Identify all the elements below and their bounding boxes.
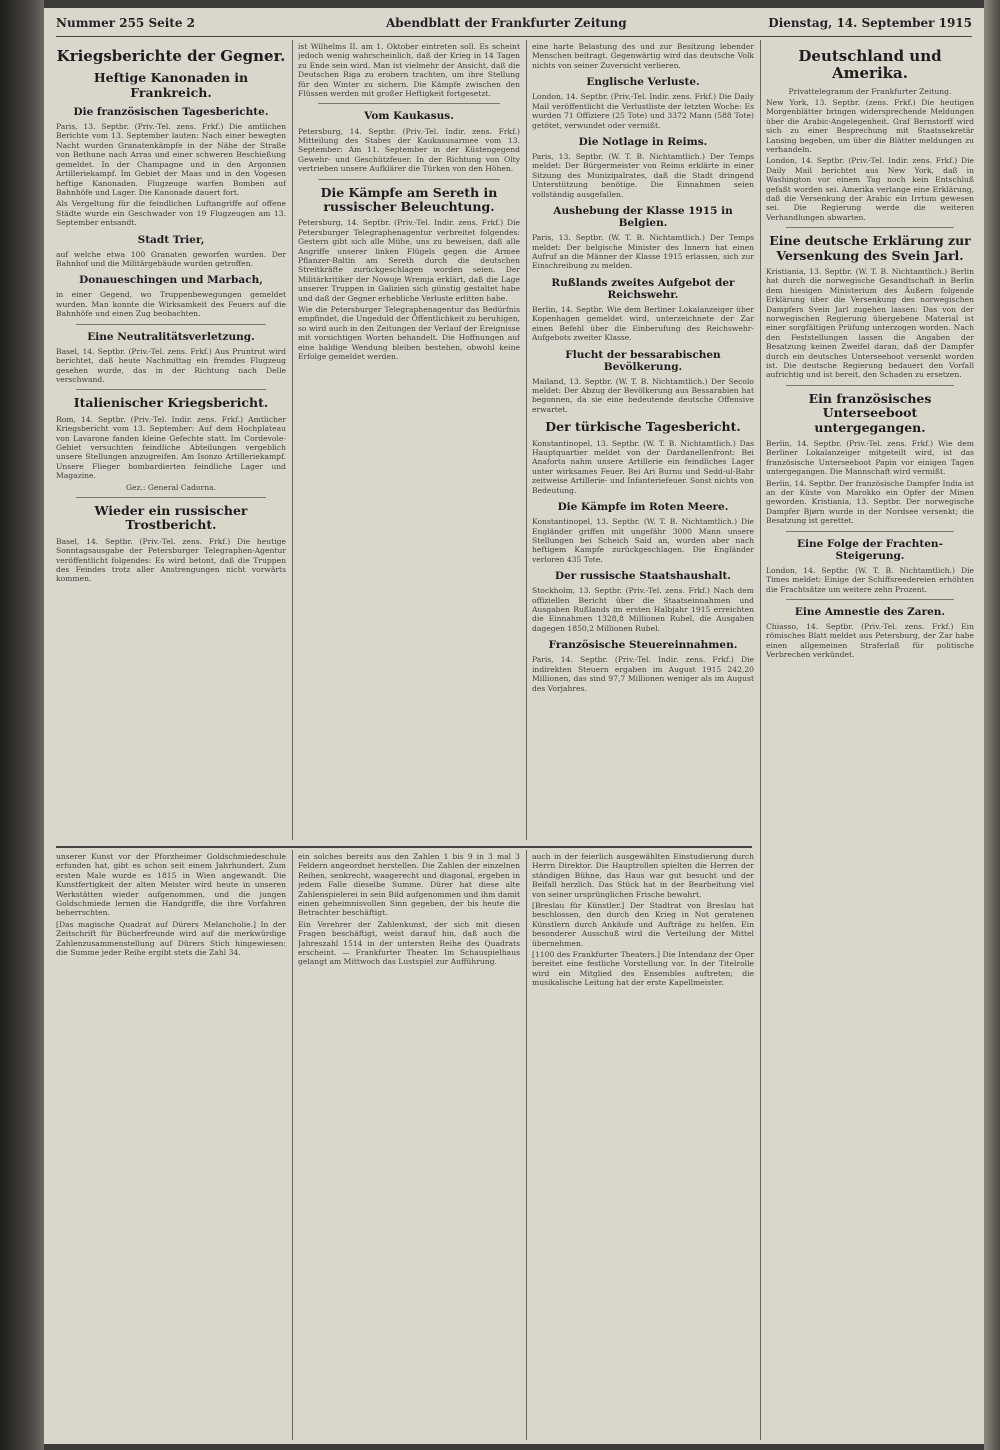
col1-sub-a: Stadt Trier, bbox=[137, 233, 205, 246]
column-divider bbox=[292, 40, 293, 840]
book-binding bbox=[0, 0, 44, 1450]
col1-section-3: Italienischer Kriegsbericht. bbox=[73, 395, 269, 411]
feuilleton-text: [Das magische Quadrat auf Dürers Melancholie.] In der Zeitschrift für Bücherfreunde wird auf die merkwürdige Zahlenzusammenstellung auf Dürers Stich hingewiesen: die Summe jeder Reihe ergibt stets die Zahl 34. bbox=[56, 919, 286, 958]
col1-section-4: Wieder ein russischer Trostbericht. bbox=[94, 503, 248, 533]
article-text: ist Wilhelms II. am 1. Oktober eintreten soll. Es scheint jedoch wenig wahrscheinlich, daß der Krieg in 14 Tagen zu Ende sein wird. Man ist vielmehr der Ansicht, daß die Deutschen Riga zu erobern trachten, um ihre Stellung für den Winter zu sichern. Die Kämpfe zwischen den Flüssen werden mit großer Heftigkeit fortgesetzt. bbox=[298, 42, 520, 99]
article-text: eine harte Belastung des und zur Besitzung lebender Menschen beitragt. Gegenwärtig wird das deutsche Volk nichts von seiner Zuversicht verlieren. bbox=[532, 42, 754, 70]
article-text: Paris, 13. Septbr. (W. T. B. Nichtamtlich.) Der Temps meldet: Der belgische Minister des Innern hat einen Aufruf an die Männer der Klasse 1915 erlassen, sich zur Einschreibung zu melden. bbox=[532, 233, 754, 271]
article-text: London, 14. Septbr. (Priv.-Tel. Indir. zens. Frkf.) Die Daily Mail veröffentlicht die Verlustliste der letzten Woche: Es wurden 71 Offiziere (25 Tote) und 3372 Mann (588 Tote) getötet, verwundet oder vermißt. bbox=[532, 92, 754, 130]
article-text: Berlin, 14. Septbr. (Priv.-Tel. zens. Frkf.) Wie dem Berliner Lokalanzeiger mitgeteilt wird, ist das französische Unterseeboot Papin vor einigen Tagen untergegangen. Die Mannschaft wird vermißt. bbox=[766, 438, 974, 477]
divider bbox=[786, 227, 954, 228]
col3-section-6: Der türkische Tagesbericht. bbox=[545, 419, 741, 435]
article-text: Wie die Petersburger Telegraphenagentur das Bedürfnis empfindet, die Ungeduld der Öffentlichkeit zu beruhigen, so wird auch in den Zeitungen der Verlauf der Ereignisse mit vorsichtigen Worten behandelt. Die Hoffnungen auf eine baldige Wendung bleiben bestehen, obwohl keine Erfolge gemeldet werden. bbox=[298, 304, 520, 361]
article-text: Stockholm, 13. Septbr. (Priv.-Tel. zens. Frkf.) Nach dem offiziellen Bericht über die Staatseinnahmen und Ausgaben Rußlands im ersten Halbjahr 1915 erreichten die Einnahmen 1328,8 Millionen Rubel, die Ausgaben dagegen 1850,2 Millionen Rubel. bbox=[532, 586, 754, 633]
column-divider bbox=[526, 850, 527, 1440]
article-text: in einer Gegend, wo Truppenbewegungen gemeldet wurden. Man konnte die Wirksamkeit des Feuers auf die Bahnhöfe und einen Zug beobachten. bbox=[56, 290, 286, 319]
divider bbox=[786, 599, 954, 600]
col1-section-2: Eine Neutralitätsverletzung. bbox=[87, 330, 255, 343]
article-text: Als Vergeltung für die feindlichen Luftangriffe auf offene Städte wurde ein Geschwader von 19 Flugzeugen am 13. September entsandt. bbox=[56, 199, 286, 228]
article-text: Chiasso, 14. Septbr. (Priv.-Tel. zens. Frkf.) Ein römisches Blatt meldet aus Petersburg, der Zar habe einen allgemeinen Straferlaß für politische Verbrechen verkündet. bbox=[766, 622, 974, 660]
article-text: Paris, 13. Septbr. (W. T. B. Nichtamtlich.) Der Temps meldet: Der Bürgermeister von Reims erklärte in einer Sitzung des Munizipalrates, daß die Stadt dringend Unterstützung benötige. Die Einnahmen seien vollständig ausgefallen. bbox=[532, 151, 754, 199]
article-text: London, 14. Septbr. (W. T. B. Nichtamtlich.) Die Times meldet: Einige der Schiffsreedereien erhöhten die Frachtsätze um weitere zehn Prozent. bbox=[766, 565, 974, 594]
feuilleton-text: [Breslau für Künstler.] Der Stadtrat von Breslau hat beschlossen, den durch den Krieg in Not geratenen Künstlern durch Ankäufe und Aufträge zu helfen. Ein besonderer Ausschuß wird die Verteilung der Mittel übernehmen. bbox=[532, 901, 754, 948]
issue-number: Nummer 255 Seite 2 bbox=[56, 16, 196, 30]
col1-section-1: Die französischen Tagesberichte. bbox=[73, 106, 269, 118]
divider bbox=[786, 531, 954, 532]
col1-title: Kriegsberichte der Gegner. bbox=[56, 47, 286, 65]
newspaper-page bbox=[44, 8, 984, 1444]
column-divider bbox=[760, 40, 761, 1440]
article-text: Paris, 13. Septbr. (Priv.-Tel. zens. Frkf.) Die amtlichen Berichte vom 13. September lauten: Nach einer bewegten Nacht wurden Granatenkämpfe in der Nähe der Straße von Bethune nach Arras und einer schweren Beschießung gemeldet. In der Champagne und in den Argonnen Artilleriekampf. Im Gebiet der Maas und in den Vogesen heftige Kanonaden. Flugzeuge warfen Bomben auf Bahnhöfe und Lager. Die Kanonade dauert fort. bbox=[56, 122, 286, 197]
article-text: Berlin, 14. Septbr. Wie dem Berliner Lokalanzeiger über Kopenhagen gemeldet wird, unterzeichnete der Zar einen Befehl über die Einberufung des Reichswehr-Aufgebots zweiter Klasse. bbox=[532, 304, 754, 343]
article-text: Petersburg, 14. Septbr. (Priv.-Tel. Indir. zens. Frkf.) Die Petersburger Telegraphenagentur verbreitet folgendes: Gestern gibt sich alle Mühe, uns zu beweisen, daß alle Angriffe unserer linken Flügels gegen die Armee Pflanzer-Baltin am Sereth durch die deutschen Streitkräfte zurückgeschlagen worden seien. Der Militärkritiker der Nowoje Wremja erklärt, daß die Lage unserer Truppen in Galizien sich günstig gestaltet habe und daß der Gegner erhebliche Verluste erlitten habe. bbox=[298, 218, 520, 303]
feuilleton-text: unserer Kunst vor der Pforzheimer Goldschmiedeschule erfunden hat, gibt es schon seit einem Jahrhundert. Zum ersten Male wurde es 1815 in Wien angewandt. Die Kunstfertigkeit der alten Meister wird heute in unseren Werkstätten wieder aufgenommen, und die jungen Goldschmiede lernen die Handgriffe, die ihre Vorfahren beherrschten. bbox=[56, 852, 286, 918]
col1-sub-b: Donaueschingen und Marbach, bbox=[79, 274, 263, 287]
article-text: Kristiania, 13. Septbr. (W. T. B. Nichtamtlich.) Berlin hat durch die norwegische Gesandtschaft in Berlin dem hiesigen Ministerium des Äußern folgende Erklärung über die Versenkung des norwegischen Dampfers Svein Jarl zugehen lassen: Das von der norwegischen Regierung übergebene Material ist einer sorgfältigen Prüfung unterzogen worden. Nach den Feststellungen lassen die Angaben der Besatzung keinen Zweifel daran, daß der Dampfer durch ein deutsches Unterseeboot versenkt worden ist. Die deutsche Regierung bedauert den Vorfall aufrichtig und ist bereit, den Schaden zu ersetzen. bbox=[766, 266, 974, 380]
feuilleton-text: ein solches bereits aus den Zahlen 1 bis 9 in 3 mal 3 Feldern angeordnet herstellen. Die Zahlen der einzelnen Reihen, senkrecht, waagerecht und diagonal, ergeben in jedem Falle dieselbe Summe. Dürer hat diese alte Zahlenspielerei in sein Bild aufgenommen und ihm damit einen geheimnisvollen Sinn gegeben, der bis heute die Betrachter beschäftigt. bbox=[298, 852, 520, 918]
paper-name: Abendblatt der Frankfurter Zeitung bbox=[386, 16, 627, 30]
article-text: Basel, 14. Septbr. (Priv.-Tel. zens. Frkf.) Die heutige Sonntagsausgabe der Petersburger Telegraphen-Agentur veröffentlicht folgendes: Es wird betont, daß die Truppen des Feindes trotz aller Anstrengungen nicht vorwärts kommen. bbox=[56, 536, 286, 584]
feuilleton-text: auch in der feierlich ausgewählten Einstudierung durch Herrn Direktor. Die Hauptrollen spielten die Herren der ständigen Bühne, das Haus war gut besucht und der Beifall herzlich. Das Stück hat in der Bearbeitung viel von seiner ursprünglichen Frische bewahrt. bbox=[532, 852, 754, 899]
col3-section-8: Der russische Staatshaushalt. bbox=[555, 570, 731, 583]
article-text: Berlin, 14. Septbr. Der französische Dampfer India ist an der Küste von Marokko ein Opfer der Minen geworden. Kristiania, 13. Septbr. Der norwegische Dampfer Bjørn wurde in der Nordsee versenkt; die Besatzung ist gerettet. bbox=[766, 478, 974, 526]
feuilleton-column-3 bbox=[532, 852, 754, 1438]
col3-section-5: Flucht der bessarabischen Bevölkerung. bbox=[565, 348, 721, 373]
col2-section-1: Vom Kaukasus. bbox=[364, 110, 454, 123]
article-text: Konstantinopel, 13. Septbr. (W. T. B. Nichtamtlich.) Das Hauptquartier meldet von der Dardanellenfront: Bei Anaforta nahm unsere Artillerie ein feindliches Lager unter wirksames Feuer. Bei Ari Burnu und Sedd-ul-Bahr zeitweise Artillerie- und Infanteriefeuer. Sonst nichts von Bedeutung. bbox=[532, 438, 754, 495]
article-text: London, 14. Septbr. (Priv.-Tel. Indir. zens. Frkf.) Die Daily Mail berichtet aus New York, daß in Washington vor einem Tag noch kein Entschluß gefaßt worden sei. Amerika verlange eine Erklärung, daß die Versenkung der Arabic ein Irrtum gewesen sei. Die Regierung werde die weiteren Verhandlungen abwarten. bbox=[766, 156, 974, 222]
col4-title: Deutschland und Amerika. bbox=[798, 47, 942, 83]
feuilleton-rule bbox=[56, 846, 752, 848]
article-text: Paris, 14. Septbr. (Priv.-Tel. Indir. zens. Frkf.) Die indirekten Steuern ergaben im August 1915 242,20 Millionen, das sind 97,7 Millionen weniger als im August des Vorjahres. bbox=[532, 655, 754, 693]
col4-section-4: Eine Amnestie des Zaren. bbox=[794, 605, 946, 618]
article-text: Rom, 14. Septbr. (Priv.-Tel. Indir. zens. Frkf.) Amtlicher Kriegsbericht vom 13. September: Auf dem Hochplateau von Lavarone fanden kleine Gefechte statt. Im Cordevole-Gebiet versuchten feindliche Abteilungen vergeblich unsere Stellungen anzugreifen. Am Isonzo Artilleriekampf. Unsere Flieger bombardierten feindliche Lager und Magazine. bbox=[56, 414, 286, 481]
feuilleton-text: [1100 des Frankfurter Theaters.] Die Intendanz der Oper bereitet eine festliche Vorstellung vor. In der Titelrolle wird ein Mitglied des Ensembles auftreten; die musikalische Leitung hat der erste Kapellmeister. bbox=[532, 950, 754, 988]
col3-section-4: Rußlands zweites Aufgebot der Reichswehr. bbox=[551, 276, 735, 301]
article-text: Petersburg, 14. Septbr. (Priv.-Tel. Indir. zens. Frkf.) Mitteilung des Stabes der Kaukasusarmee vom 13. September: Am 11. September in der Küstengegend Gewehr- und Geschützfeuer. In der Richtung von Olty vertrieben unsere Aufklärer die Türken von den Höhen. bbox=[298, 126, 520, 174]
issue-date: Dienstag, 14. September 1915 bbox=[768, 16, 972, 30]
article-text: New York, 13. Septbr. (zens. Frkf.) Die heutigen Morgenblätter bringen widersprechende Meldungen über die Arabic-Angelegenheit. Graf Bernstorff wird sich zu einer Besprechung mit Staatssekretär Lansing begeben, um über die Blätter meldungen zu verhandeln. bbox=[766, 97, 974, 154]
feuilleton-column-1 bbox=[56, 852, 286, 1438]
column-1 bbox=[56, 42, 286, 842]
article-text: Konstantinopel, 13. Septbr. (W. T. B. Nichtamtlich.) Die Engländer griffen mit ungefähr 3000 Mann unsere Stellungen bei Scheich Said an, wurden aber nach heftigem Kampfe zurückgeschlagen. Die Engländer verloren 435 Tote. bbox=[532, 517, 754, 564]
feuilleton-column-2 bbox=[298, 852, 520, 1438]
feuilleton-text: Ein Verehrer der Zahlenkunst, der sich mit diesen Fragen beschäftigt, weist darauf hin, daß auch die Jahreszahl 1514 in der untersten Reihe des Quadrats erscheint. — Frankfurter Theater. Im Schauspielhaus gelangt am Mittwoch das Lustspiel zur Aufführung. bbox=[298, 919, 520, 967]
article-text: Mailand, 13. Septbr. (W. T. B. Nichtamtlich.) Der Secolo meldet: Der Abzug der Bevölkerung aus Bessarabien hat begonnen, da sie eine bedeutende deutsche Offensive erwartet. bbox=[532, 376, 754, 414]
article-text: Basel, 14. Septbr. (Priv.-Tel. zens. Frkf.) Aus Pruntrut wird berichtet, daß heute Nachmittag ein fremdes Flugzeug gesehen wurde, das in der Richtung nach Delle verschwand. bbox=[56, 346, 286, 384]
col2-section-2: Die Kämpfe am Sereth in russischer Beleuchtung. bbox=[320, 184, 498, 214]
col3-section-7: Die Kämpfe im Roten Meere. bbox=[557, 501, 729, 514]
masthead-rule bbox=[56, 36, 972, 37]
column-4 bbox=[766, 42, 974, 1438]
column-2 bbox=[298, 42, 520, 842]
column-3 bbox=[532, 42, 754, 842]
divider bbox=[318, 179, 500, 180]
col4-section-3: Eine Folge der Frachten-Steigerung. bbox=[797, 537, 943, 562]
col4-section-1: Eine deutsche Erklärung zur Versenkung des Svein Jarl. bbox=[769, 233, 971, 263]
divider bbox=[76, 497, 266, 498]
column-divider bbox=[526, 40, 527, 840]
col3-section-2: Die Notlage in Reims. bbox=[578, 135, 708, 148]
col4-subtitle: Privattelegramm der Frankfurter Zeitung. bbox=[788, 86, 952, 96]
divider bbox=[76, 324, 266, 325]
masthead bbox=[56, 12, 972, 34]
col3-section-9: Französische Steuereinnahmen. bbox=[548, 639, 738, 652]
signature: Gez.: General Cadorna. bbox=[125, 482, 217, 492]
col4-section-2: Ein französisches Unterseeboot untergegangen. bbox=[808, 390, 932, 435]
divider bbox=[786, 385, 954, 386]
article-text: auf welche etwa 100 Granaten geworfen wurden. Der Bahnhof und die Militärgebäude wurden getroffen. bbox=[56, 249, 286, 268]
divider bbox=[76, 389, 266, 390]
col1-subtitle: Heftige Kanonaden in Frankreich. bbox=[93, 70, 249, 100]
page-edge bbox=[984, 0, 1000, 1450]
divider bbox=[318, 103, 500, 104]
col3-section-1: Englische Verluste. bbox=[586, 76, 700, 89]
column-divider bbox=[292, 850, 293, 1440]
col3-section-3: Aushebung der Klasse 1915 in Belgien. bbox=[553, 205, 733, 230]
